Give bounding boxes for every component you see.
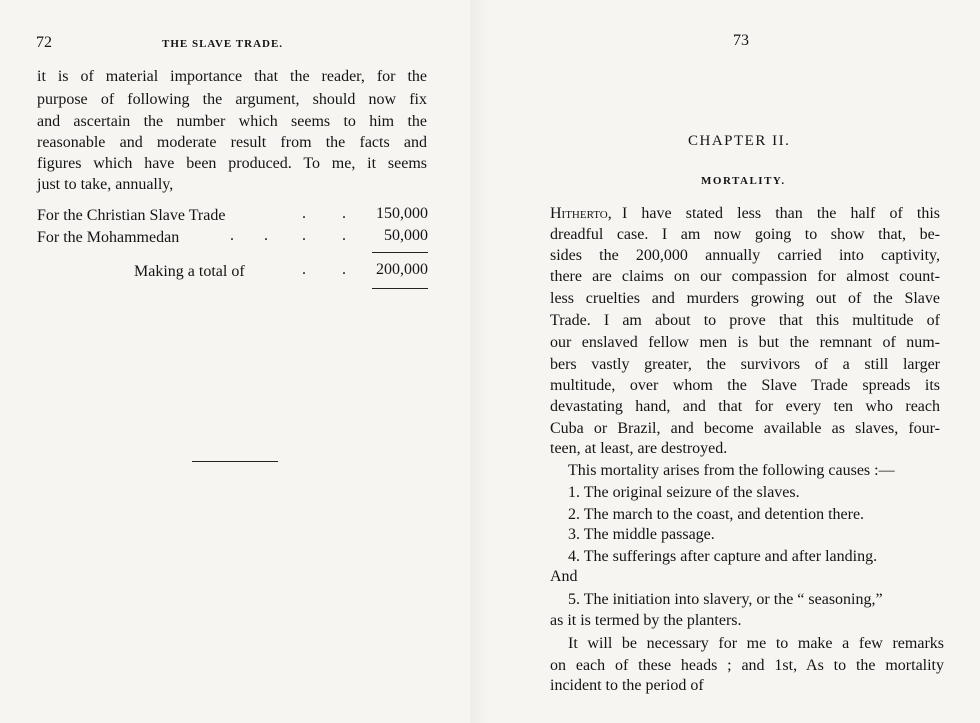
body-line: multitude, over whom the Slave Trade spreads its — [550, 377, 940, 394]
body-line: figures which have been produced. To me, it seems — [37, 155, 427, 172]
opening-word: Hitherto, — [550, 205, 612, 222]
leader-dot: . — [342, 205, 346, 222]
list-item: 5. The initiation into slavery, or the “ seasoning,” — [568, 591, 883, 608]
body-line: sides the 200,000 annually carried into captivity, — [550, 247, 940, 264]
table-total-label: Making a total of — [134, 263, 245, 280]
body-line: our enslaved fellow men is but the remnant of num- — [550, 334, 940, 351]
body-line: teen, at least, are destroyed. — [550, 440, 728, 457]
body-line: dreadful case. I am now going to show that, be- — [550, 226, 940, 243]
table-row-label: For the Christian Slave Trade — [37, 207, 226, 224]
section-divider — [192, 461, 278, 462]
body-line: it is of material importance that the reader, for the — [37, 68, 427, 85]
body-line: devastating hand, and that for every ten who reach — [550, 398, 940, 415]
leader-dot: . — [342, 261, 346, 278]
leader-dot: . — [302, 205, 306, 222]
body-line: as it is termed by the planters. — [550, 612, 742, 629]
body-line: Cuba or Brazil, and become available as slaves, four- — [550, 420, 940, 437]
body-line: less cruelties and murders growing out of the Slave — [550, 290, 940, 307]
right-page — [470, 0, 980, 723]
chapter-subtitle: MORTALITY. — [701, 175, 786, 187]
list-item: 2. The march to the coast, and detention there. — [568, 506, 865, 523]
body-line: I have stated less than the half of this — [622, 205, 940, 222]
leader-dot: . — [302, 261, 306, 278]
table-row-value: 150,000 — [376, 205, 428, 222]
leader-dot: . — [230, 227, 234, 244]
body-line: bers vastly greater, the survivors of a still larger — [550, 356, 940, 373]
body-line: and ascertain the number which seems to him the — [37, 113, 427, 130]
body-line: on each of these heads ; and 1st, As to the mortality — [550, 657, 944, 674]
body-line: And — [550, 568, 578, 585]
chapter-title: CHAPTER II. — [688, 133, 791, 149]
total-rule — [372, 288, 428, 289]
list-item: 4. The sufferings after capture and after landing. — [568, 548, 878, 565]
table-total-value: 200,000 — [376, 261, 428, 278]
right-page-number: 73 — [733, 32, 749, 49]
running-header: THE SLAVE TRADE. — [162, 38, 284, 50]
body-line: just to take, annually, — [37, 176, 174, 193]
body-line: purpose of following the argument, should now fix — [37, 91, 427, 108]
body-line: It will be necessary for me to make a few remarks — [568, 635, 944, 652]
leader-dot: . — [302, 227, 306, 244]
left-page — [0, 0, 470, 723]
leader-dot: . — [342, 227, 346, 244]
left-page-number: 72 — [36, 34, 52, 51]
list-item: 1. The original seizure of the slaves. — [568, 484, 800, 501]
body-line: there are claims on our compassion for almost count- — [550, 268, 940, 285]
body-line: reasonable and moderate result from the facts and — [37, 134, 427, 151]
body-line: incident to the period of — [550, 677, 704, 694]
table-row-value: 50,000 — [384, 227, 428, 244]
body-line: Trade. I am about to prove that this multitude of — [550, 312, 940, 329]
table-row-label: For the Mohammedan — [37, 229, 180, 246]
body-line: This mortality arises from the following causes :— — [568, 462, 895, 479]
list-item: 3. The middle passage. — [568, 526, 715, 543]
leader-dot: . — [264, 227, 268, 244]
sum-rule — [372, 252, 428, 253]
